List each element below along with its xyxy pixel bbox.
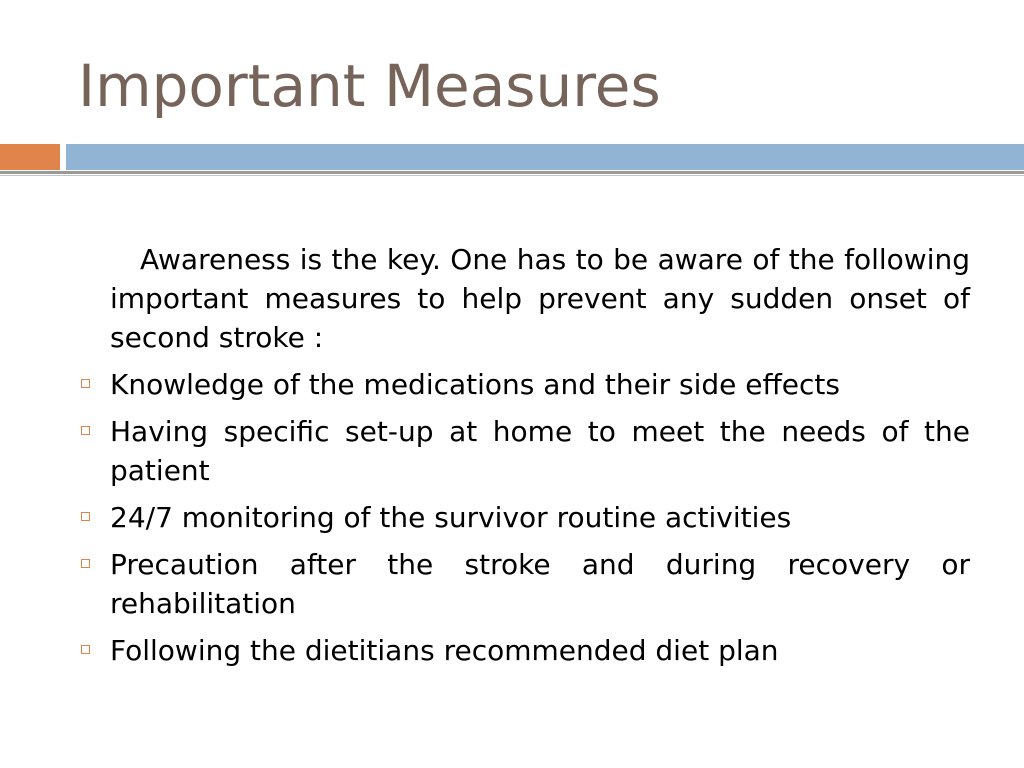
accent-bar-blue: [66, 144, 1024, 170]
hollow-square-icon: [81, 379, 90, 388]
divider-line: [0, 171, 1024, 174]
bullet-text: Precaution after the stroke and during recovery or rehabilitation: [110, 548, 970, 620]
bullet-text: 24/7 monitoring of the survivor routine activities: [110, 501, 792, 534]
hollow-square-icon: [81, 559, 90, 568]
bullet-text: Having specific set-up at home to meet the needs of the patient: [110, 415, 970, 487]
bullet-item: [80, 498, 970, 537]
bullet-text: Following the dietitians recommended diet plan: [110, 634, 779, 667]
bullet-item: [80, 412, 970, 490]
hollow-square-icon: [81, 645, 90, 654]
slide-title: Important Measures: [78, 52, 661, 120]
bullet-item: [80, 631, 970, 670]
bullet-list: [80, 365, 970, 670]
bullet-item: [80, 545, 970, 623]
hollow-square-icon: [81, 512, 90, 521]
slide-body: [80, 240, 970, 678]
bullet-text: Knowledge of the medications and their side effects: [110, 368, 840, 401]
divider-line-thin: [0, 175, 1024, 176]
accent-bar-orange: [0, 144, 60, 170]
hollow-square-icon: [81, 426, 90, 435]
intro-paragraph: Awareness is the key. One has to be aware of the following important measures to help prevent any sudden onset of second stroke :: [110, 243, 970, 354]
bullet-item: [80, 365, 970, 404]
